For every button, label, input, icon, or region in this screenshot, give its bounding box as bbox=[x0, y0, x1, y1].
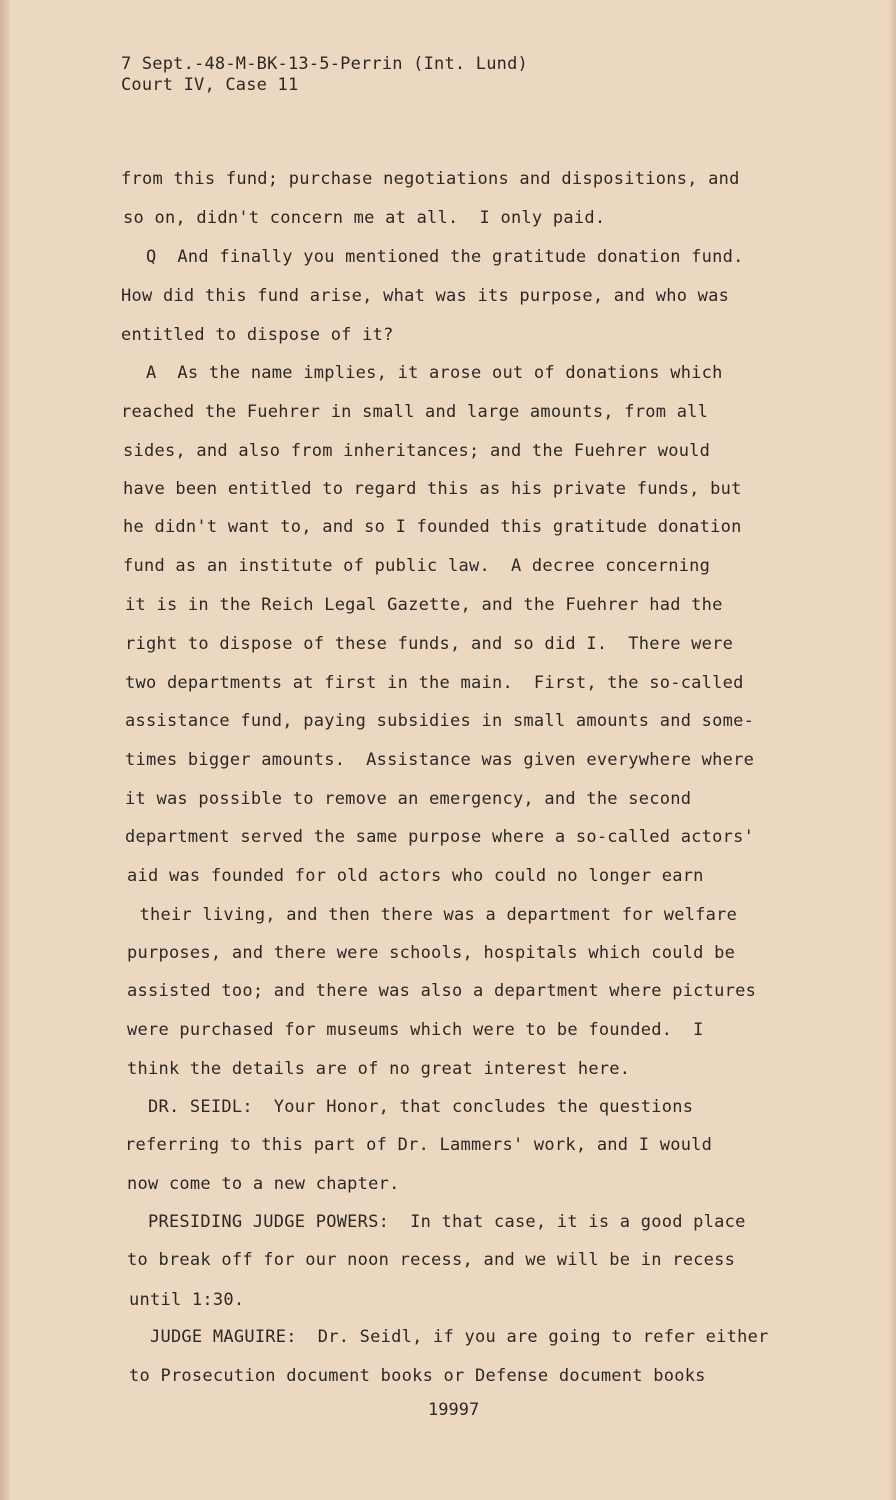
text-line: department served the same purpose where a so-called actors' bbox=[125, 827, 755, 847]
text-line: entitled to dispose of it? bbox=[121, 325, 394, 345]
text-line: referring to this part of Dr. Lammers' work, and I would bbox=[125, 1135, 713, 1155]
text-line: so on, didn't concern me at all. I only paid. bbox=[123, 208, 606, 228]
text-line: to break off for our noon recess, and we will be in recess bbox=[127, 1250, 736, 1270]
text-line: JUDGE MAGUIRE: Dr. Seidl, if you are going to refer either bbox=[129, 1327, 769, 1347]
text-line: were purchased for museums which were to be founded. I bbox=[127, 1020, 704, 1040]
text-line: assistance fund, paying subsidies in small amounts and some- bbox=[125, 711, 755, 731]
text-line: times bigger amounts. Assistance was given everywhere where bbox=[125, 750, 755, 770]
text-line: sides, and also from inheritances; and the Fuehrer would bbox=[123, 441, 711, 461]
text-line: to Prosecution document books or Defense document books bbox=[129, 1366, 706, 1386]
text-line: think the details are of no great interest here. bbox=[127, 1059, 631, 1079]
text-line: until 1:30. bbox=[129, 1290, 245, 1310]
text-line: now come to a new chapter. bbox=[127, 1174, 400, 1194]
text-line: it was possible to remove an emergency, and the second bbox=[125, 789, 692, 809]
text-line: How did this fund arise, what was its purpose, and who was bbox=[121, 286, 730, 306]
text-line: their living, and then there was a department for welfare bbox=[129, 905, 738, 925]
text-line: right to dispose of these funds, and so did I. There were bbox=[125, 634, 734, 654]
text-line: Q And finally you mentioned the gratitude donation fund. bbox=[125, 247, 744, 267]
text-line: assisted too; and there was also a department where pictures bbox=[127, 981, 757, 1001]
text-line: fund as an institute of public law. A decree concerning bbox=[123, 556, 711, 576]
text-line: aid was founded for old actors who could no longer earn bbox=[127, 866, 704, 886]
text-line: have been entitled to regard this as his private funds, but bbox=[123, 479, 742, 499]
text-line: two departments at first in the main. First, the so-called bbox=[125, 673, 744, 693]
text-line: reached the Fuehrer in small and large amounts, from all bbox=[121, 402, 709, 422]
text-line: it is in the Reich Legal Gazette, and the Fuehrer had the bbox=[125, 595, 723, 615]
text-line: he didn't want to, and so I founded this gratitude donation bbox=[123, 517, 742, 537]
text-line: from this fund; purchase negotiations and dispositions, and bbox=[121, 169, 740, 189]
page-number: 19997 bbox=[428, 1400, 480, 1420]
text-line: A As the name implies, it arose out of donations which bbox=[125, 363, 723, 383]
text-line: purposes, and there were schools, hospitals which could be bbox=[127, 943, 736, 963]
text-line: DR. SEIDL: Your Honor, that concludes the questions bbox=[127, 1097, 694, 1117]
header-line-1: 7 Sept.-48-M-BK-13-5-Perrin (Int. Lund) bbox=[121, 54, 528, 74]
header-line-2: Court IV, Case 11 bbox=[121, 75, 299, 95]
text-line: PRESIDING JUDGE POWERS: In that case, it is a good place bbox=[127, 1212, 746, 1232]
